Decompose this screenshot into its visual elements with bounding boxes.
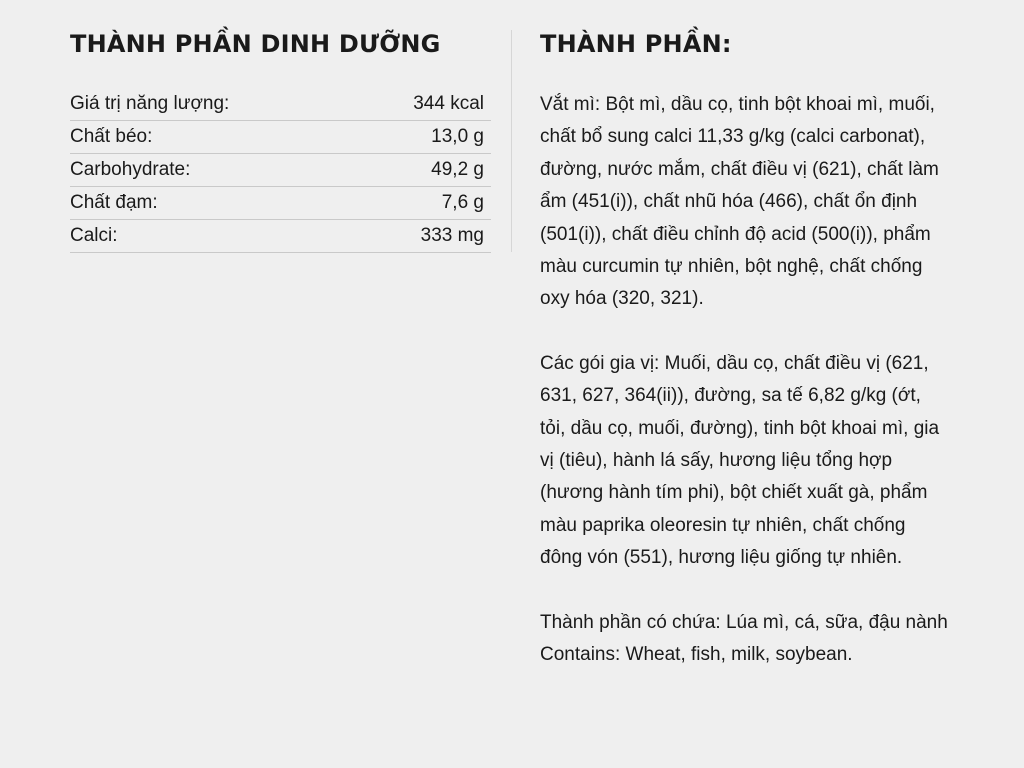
nutrient-value: 344 kcal xyxy=(353,88,491,121)
ingredients-section xyxy=(540,26,950,672)
ingredients-heading: THÀNH PHẦN: xyxy=(540,30,732,58)
nutrient-label: Calci: xyxy=(70,220,353,253)
seasoning-ingredients-text: Các gói gia vị: Muối, dầu cọ, chất điều vị (621, 631, 627, 364(ii)), đường, sa tế 6,82 g/kg (ớt, tỏi, dầu cọ, muối, đường), tinh bột khoai mì, gia vị (tiêu), hành lá sấy, hương liệu tổng hợp (hương hành tím phi), bột chiết xuất gà, phẩm màu paprika oleoresin tự nhiên, chất chống đông vón (551), hương liệu giống tự nhiên. xyxy=(540,352,940,569)
nutrition-row-energy xyxy=(70,88,491,121)
nutrient-label: Carbohydrate: xyxy=(70,154,353,187)
nutrient-label: Chất béo: xyxy=(70,121,353,154)
nutrition-table xyxy=(70,88,491,253)
nutrient-value: 333 mg xyxy=(353,220,491,253)
nutrition-row-carbohydrate xyxy=(70,154,491,187)
nutrient-value: 7,6 g xyxy=(353,187,491,220)
nutrient-value: 13,0 g xyxy=(353,121,491,154)
noodle-ingredients-text: Vắt mì: Bột mì, dầu cọ, tinh bột khoai mì, muối, chất bổ sung calci 11,33 g/kg (calci carbonat), đường, nước mắm, chất điều vị (621), chất làm ẩm (451(i)), chất nhũ hóa (466), chất ổn định (501(i)), chất điều chỉnh độ acid (500(i)), phẩm màu curcumin tự nhiên, bột nghệ, chất chống oxy hóa (320, 321). xyxy=(540,94,939,310)
allergen-text-en: Contains: Wheat, fish, milk, soybean. xyxy=(540,644,853,666)
nutrition-row-calcium xyxy=(70,220,491,253)
nutrient-label: Chất đạm: xyxy=(70,187,353,220)
nutrient-label: Giá trị năng lượng: xyxy=(70,88,353,121)
column-divider xyxy=(511,30,512,252)
allergen-text-vi: Thành phần có chứa: Lúa mì, cá, sữa, đậu nành xyxy=(540,611,948,633)
nutrition-heading: THÀNH PHẦN DINH DƯỠNG xyxy=(70,30,441,58)
nutrition-row-protein xyxy=(70,187,491,220)
nutrition-row-fat xyxy=(70,121,491,154)
nutrient-value: 49,2 g xyxy=(353,154,491,187)
nutrition-section xyxy=(70,26,491,253)
